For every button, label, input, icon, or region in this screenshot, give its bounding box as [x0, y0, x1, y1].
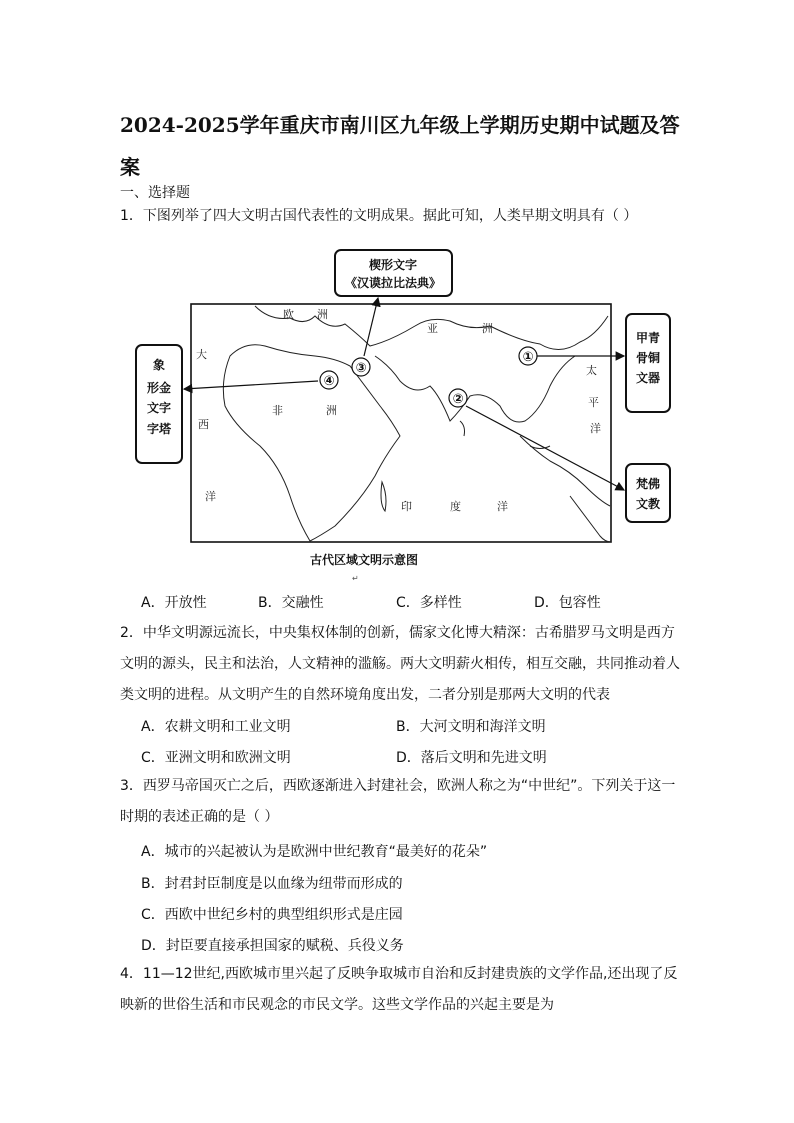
- q2-option-d[interactable]: D．落后文明和先进文明: [396, 750, 547, 766]
- q2-option-b[interactable]: B．大河文明和海洋文明: [396, 719, 546, 735]
- label-indian-3: 洋: [497, 500, 508, 513]
- box-left-line2: 形金: [146, 381, 172, 395]
- question-3-stem: 3．西罗马帝国灭亡之后，西欧逐渐进入封建社会，欧洲人称之为“中世纪”。下列关于这一时期的表述正确的是（ ）: [120, 778, 676, 825]
- label-africa-2: 洲: [326, 404, 337, 417]
- label-indian-2: 度: [450, 500, 461, 513]
- q3-option-c[interactable]: C．西欧中世纪乡村的典型组织形式是庄园: [141, 907, 403, 923]
- box-right-top-line3: 文器: [635, 371, 661, 385]
- label-pacific-1: 太: [586, 364, 597, 377]
- box-right-bottom-line2: 文教: [635, 497, 661, 511]
- question-1-stem: 1．下图列举了四大文明古国代表性的文明成果。据此可知，人类早期文明具有（ ）: [120, 208, 638, 224]
- label-atlantic-1: 大: [196, 348, 207, 361]
- label-pacific-2: 平: [588, 396, 599, 409]
- page-title: 2024-2025学年重庆市南川区九年级上学期历史期中试题及答案: [120, 113, 680, 179]
- label-atlantic-3: 洋: [205, 490, 216, 503]
- box-left-line1: 象: [152, 358, 166, 372]
- box-left-line4: 字塔: [146, 422, 172, 436]
- civilization-map: [130, 246, 675, 576]
- label-indian-1: 印: [401, 500, 412, 513]
- label-atlantic-2: 西: [198, 418, 209, 431]
- marker-2: ②: [452, 392, 464, 407]
- q1-option-c[interactable]: C．多样性: [396, 595, 462, 611]
- box-right-top-line1: 甲青: [635, 331, 661, 345]
- q2-option-c[interactable]: C．亚洲文明和欧洲文明: [141, 750, 291, 766]
- q3-option-d[interactable]: D．封臣要直接承担国家的赋税、兵役义务: [141, 938, 404, 954]
- label-pacific-3: 洋: [590, 422, 601, 435]
- q3-option-a[interactable]: A．城市的兴起被认为是欧洲中世纪教育“最美好的花朵”: [141, 844, 488, 860]
- question-2-stem: 2．中华文明源远流长，中央集权体制的创新，儒家文化博大精深：古希腊罗马文明是西方文明的源头，民主和法治，人文精神的滥觞。两大文明薪火相传，相互交融，共同推动着人类文明的进程。从文明产生的自然环境角度出发，二者分别是那两大文明的代表: [120, 625, 680, 703]
- label-asia-2: 洲: [482, 322, 493, 335]
- box-right-top-line2: 骨铜: [635, 351, 661, 365]
- civilization-map-svg: [130, 246, 675, 576]
- q1-option-a[interactable]: A．开放性: [141, 595, 207, 611]
- label-africa-1: 非: [272, 404, 283, 417]
- box-left-line3: 文字: [146, 401, 172, 415]
- q3-option-b[interactable]: B．封君封臣制度是以血缘为纽带而形成的: [141, 876, 403, 892]
- return-mark: ↵: [352, 574, 359, 583]
- box-top-line1: 楔形文字: [368, 258, 418, 272]
- marker-1: ①: [522, 350, 534, 365]
- box-top-line2: 《汉谟拉比法典》: [344, 276, 442, 290]
- q1-option-b[interactable]: B．交融性: [258, 595, 324, 611]
- q2-option-a[interactable]: A．农耕文明和工业文明: [141, 719, 291, 735]
- map-caption: 古代区域文明示意图: [310, 553, 419, 567]
- marker-3: ③: [355, 361, 367, 376]
- question-4-stem: 4．11—12世纪,西欧城市里兴起了反映争取城市自治和反封建贵族的文学作品,还出现了反映新的世俗生活和市民观念的市民文学。这些文学作品的兴起主要是为: [120, 966, 678, 1013]
- section-heading: 一、选择题: [120, 185, 190, 201]
- marker-4: ④: [323, 374, 335, 389]
- q1-option-d[interactable]: D．包容性: [534, 595, 601, 611]
- box-right-bottom-line1: 梵佛: [635, 477, 661, 491]
- label-europe-2: 洲: [317, 308, 328, 321]
- label-asia-1: 亚: [427, 322, 438, 335]
- label-europe-1: 欧: [283, 308, 294, 321]
